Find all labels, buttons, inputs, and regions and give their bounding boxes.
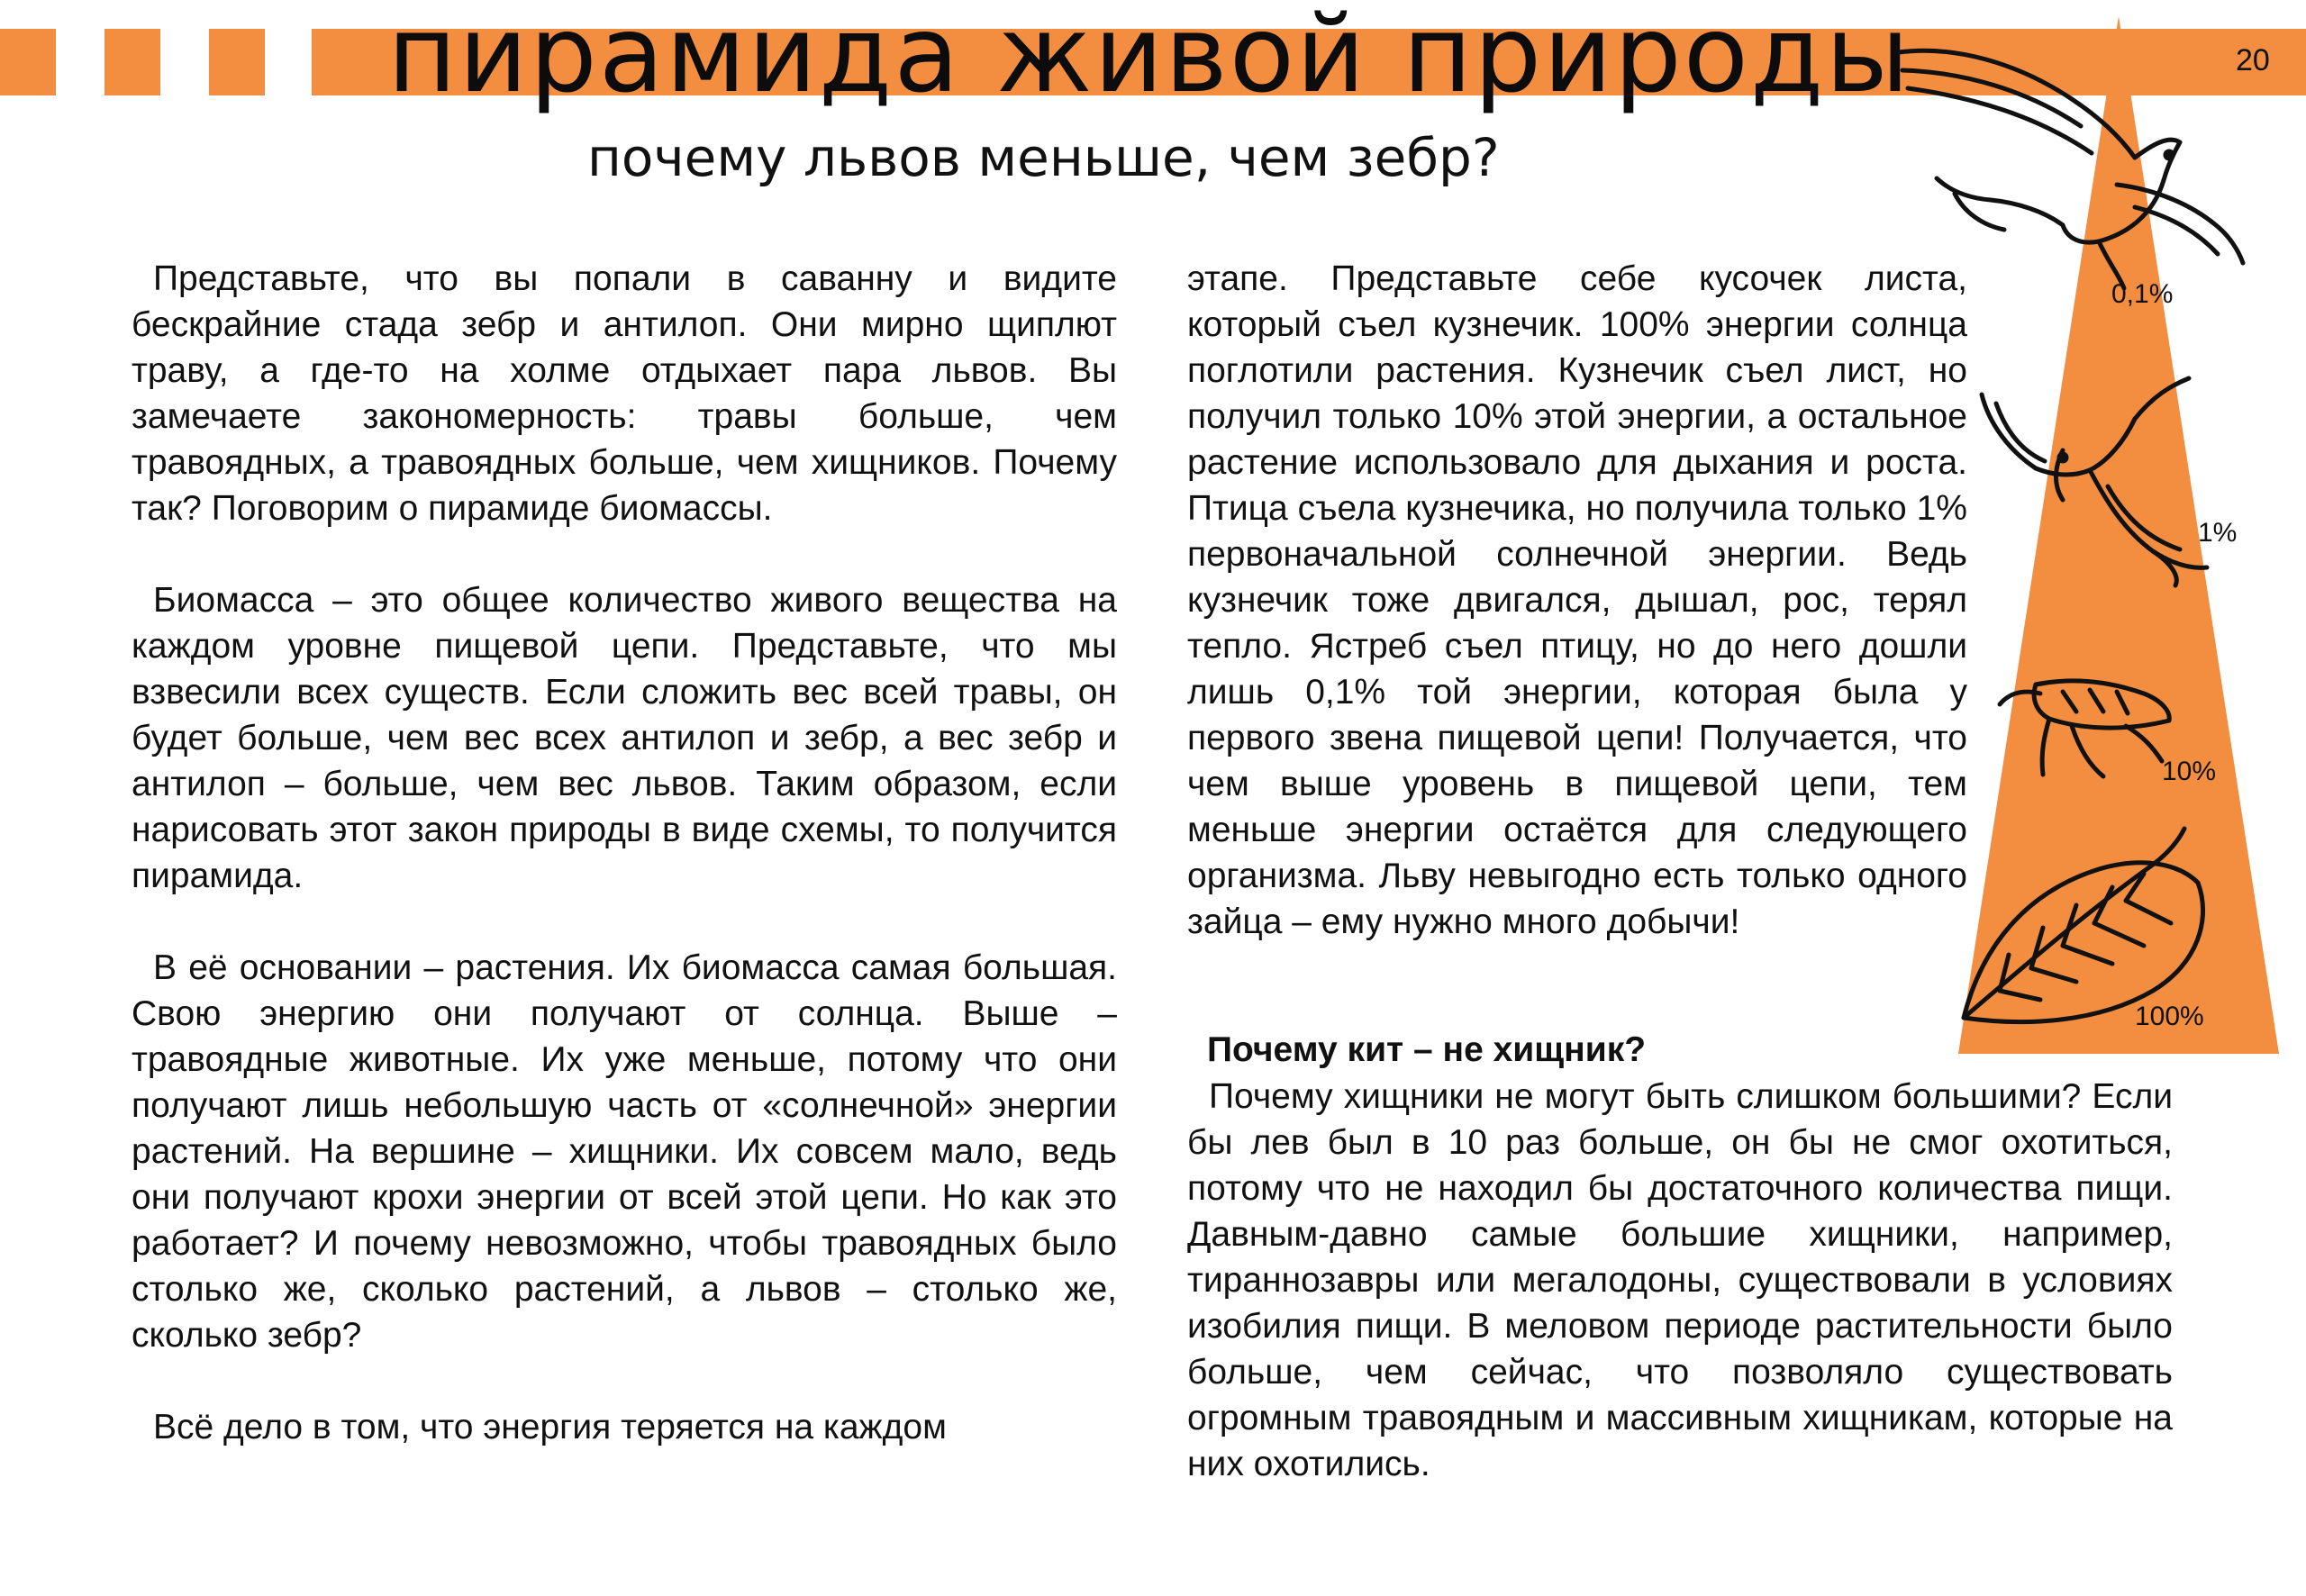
pyramid-label-grasshopper: 10% [2162, 757, 2217, 786]
header-accent-block [104, 29, 160, 95]
page-number: 20 [2236, 43, 2270, 77]
paragraph: этапе. Представьте себе кусочек листа, который съел кузнечик. 100% энергии солнца поглотили растения. Кузнечик съел лист, но получил только 10% этой энергии, а остальное растение использовало для дыхания и роста. Птица съела кузнечика, но получила только 1% первоначальной солнечной энергии. Ведь кузнечик тоже двигался, дышал, рос, терял тепло. Ястреб съел птицу, но до него дошли лишь 0,1% той энергии, которая была у первого звена пищевой цепи! Получается, что чем выше уровень в пищевой цепи, тем меньше энергии остаётся для следующего организма. Льву невыгодно есть только одного зайца – ему нужно много добычи! [1187, 259, 1967, 941]
right-column [1187, 256, 1967, 945]
hawk-icon [1899, 50, 2243, 288]
header-accent-block [0, 29, 56, 95]
left-column [132, 256, 1117, 1450]
page-subtitle: почему львов меньше, чем зебр? [587, 127, 1500, 188]
paragraph: Представьте, что вы попали в саванну и видите бескрайние стада зебр и антилоп. Они мирно щиплют траву, а где-то на холме отдыхает пара львов. Вы замечаете закономерность: травы больше, чем травоядных, а травоядных больше, чем хищников. Почему так? Поговорим о пирамиде биомассы. [132, 259, 1117, 528]
section-heading: Почему кит – не хищник? [1207, 1030, 1647, 1069]
paragraph: Всё дело в том, что энергия теряется на каждом [153, 1408, 947, 1446]
pyramid-label-leaf: 100% [2135, 1002, 2204, 1031]
paragraph: Биомасса – это общее количество живого вещества на каждом уровне пищевой цепи. Представьте, что мы взвесили всех существ. Если сложить вес всей травы, он будет больше, чем вес всех антилоп и зебр, а вес зебр и антилоп – больше, чем вес львов. Таким образом, если нарисовать этот закон природы в виде схемы, то получится пирамида. [132, 581, 1117, 895]
pyramid-label-bird: 1% [2198, 518, 2238, 548]
header-accent-block [209, 29, 265, 95]
pyramid-label-hawk: 0,1% [2111, 279, 2174, 309]
paragraph: Почему хищники не могут быть слишком большими? Если бы лев был в 10 раз больше, он бы не смог охотиться, потому что не находил бы достаточного количества пищи. Давным-давно самые большие хищники, например, тираннозавры или мегалодоны, существовали в условиях изобилия пищи. В меловом периоде растительности было больше, чем сейчас, что позволяло существовать огромным травоядным и массивным хищникам, которые на них охотились. [1187, 1077, 2173, 1483]
page-title: пирамида живой природы [387, 0, 1911, 116]
paragraph: В её основании – растения. Их биомасса самая большая. Свою энергию они получают от солнца. Выше – травоядные животные. Их уже меньше, потому что они получают лишь небольшую часть от «солнечной» энергии растений. На вершине – хищники. Их совсем мало, ведь они получают крохи энергии от всей этой цепи. Но как это работает? И почему невозможно, чтобы травоядных было столько же, сколько растений, а львов – столько же, сколько зебр? [132, 948, 1117, 1355]
right-column-section [1187, 1074, 2173, 1487]
